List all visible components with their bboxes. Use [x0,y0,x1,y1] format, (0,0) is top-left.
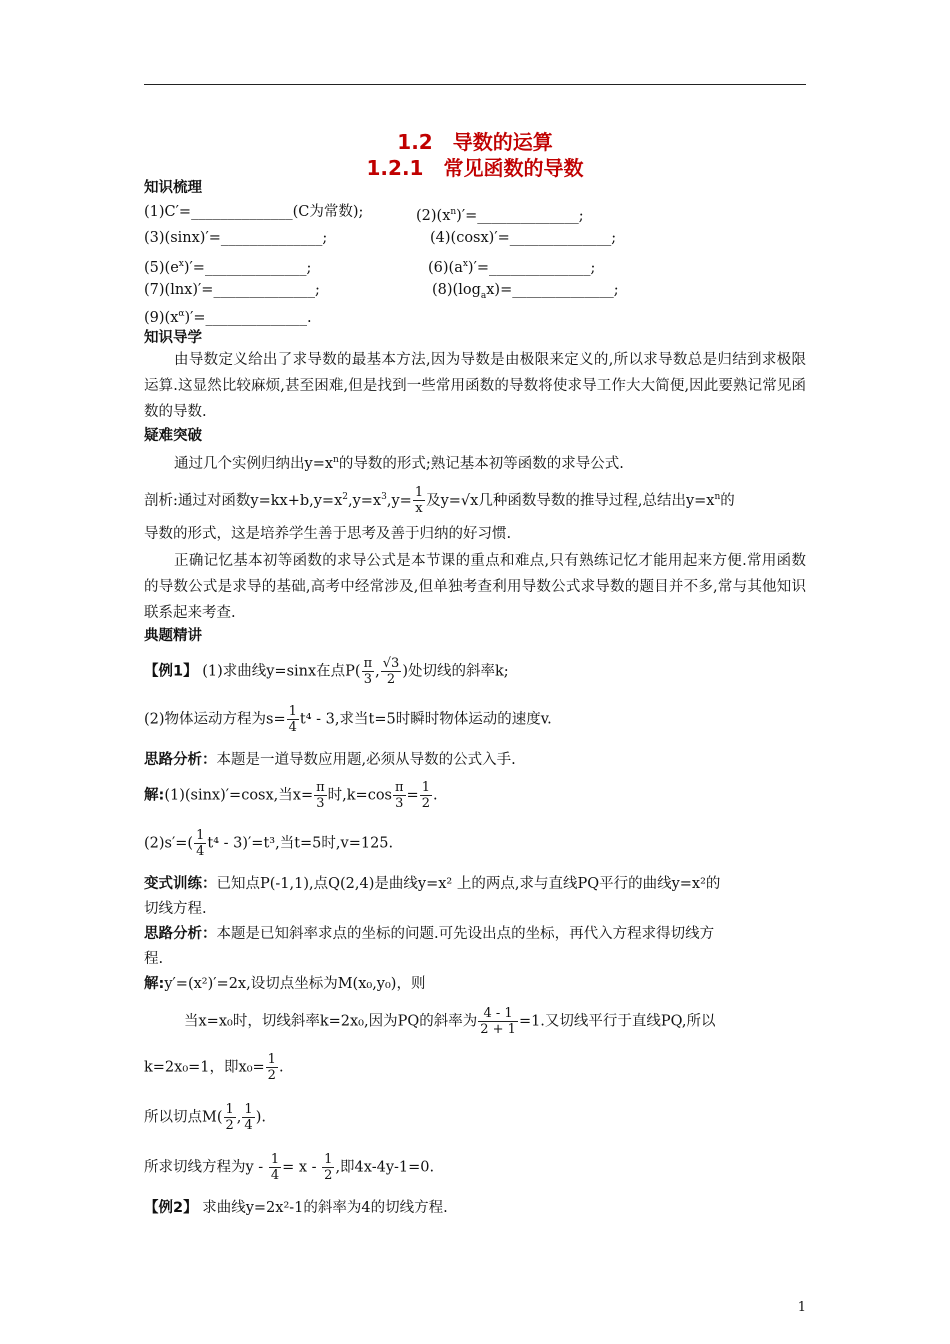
fraction-one-over-x: $\frac{1}{x}$ [414,485,424,517]
header-rule [144,84,806,85]
formula-1: (1)C′=______________(C为常数); [144,204,364,220]
heading-knowledge-summary: 知识梳理 [144,180,202,196]
formula-6: $(6)(a^x)'=\_\_\_\_\_\_\_\_\_\_\_\_\_\_$; [428,259,596,276]
heading-difficulty: 疑难突破 [144,428,202,444]
example-1-question-2: (2)物体运动方程为s= $\frac{1}{4}$ t⁴ - 3,求当t=5时瞬时物体运动的速度v. [144,704,552,735]
example-1-analysis: 思路分析：本题是一道导数应用题,必须从导数的公式入手. [144,752,516,768]
variant-solution-4: 所以切点M( $\frac{1}{2}$ , $\frac{1}{4}$ ). [144,1102,266,1133]
formula-8: $(8)(\log_ax)=\_\_\_\_\_\_\_\_\_\_\_\_\_\_$; [432,282,619,301]
subsection-title: 1.2.1 常见函数的导数 [366,156,584,180]
example-2: 【例2】 求曲线y=2x²-1的斜率为4的切线方程. [144,1200,448,1216]
variant-solution-5: 所求切线方程为y - $\frac{1}{4}$ = x - $\frac{1}{2}$ ,即4x-4y-1=0. [144,1152,435,1183]
variant-training-2: 切线方程. [144,901,207,917]
paragraph-analysis-2: 导数的形式，这是培养学生善于思考及善于归纳的好习惯. [144,526,512,542]
paragraph-difficulty-3: 正确记忆基本初等函数的求导公式是本节课的重点和难点,只有熟练记忆才能用起来方便.常用函数的导数公式是求导的基础,高考中经常涉及,但单独考查利用导数公式求导数的题目并不多,常与其他知识联系起来考查. [144,553,806,621]
example-1-solution-1: 解:(1)(sinx)′=cosx,当x= $\frac{\pi}{3}$ 时,k=cos $\frac{\pi}{3}$ = $\frac{1}{2}$ . [144,780,438,811]
formula-row-2 [144,228,617,248]
example-1-solution-2: (2)s′=( $\frac{1}{4}$ t⁴ - 3)′=t³,当t=5时,v=125. [144,828,394,859]
formula-7: (7)(lnx)′=______________; [144,282,320,298]
paragraph-analysis: 剖析:通过对函数$y=kx+b,y=x^2,y=x^3,y=$ $\frac{1}{x}$ 及y=√x几种函数导数的推导过程,总结出$y=x^n$的 [144,485,735,517]
formula-row-4 [144,280,619,301]
formula-3: (3)(sinx)′=______________; [144,230,328,246]
formula-row-5 [144,304,312,328]
variant-solution-3: k=2x₀=1，即x₀= $\frac{1}{2}$ . [144,1052,284,1083]
variant-solution-2: 当x=x₀时，切线斜率k=2x₀,因为PQ的斜率为 $\frac{4 - 1}{2 + 1}$ =1.又切线平行于直线PQ,所以 [184,1006,716,1037]
variant-analysis: 思路分析：本题是已知斜率求点的坐标的问题.可先设出点的坐标，再代入方程求得切线方 [144,926,715,942]
example-1-question-1: 【例1】 (1)求曲线y=sinx在点P( $\frac{\pi}{3}$ , $\frac{√3}{2}$ )处切线的斜率k; [144,656,509,687]
variant-analysis-2: 程. [144,951,164,967]
formula-row-1 [144,202,584,224]
formula-9: $(9)(x^\alpha)'=\_\_\_\_\_\_\_\_\_\_\_\_\_\_$. [144,309,312,326]
formula-row-3 [144,254,596,278]
paragraph-guide: 由导数定义给出了求导数的最基本方法,因为导数是由极限来定义的,所以求导数总是归结到求极限运算.这显然比较麻烦,甚至困难,但是找到一些常用函数的导数将使求导工作大大简便,因此要熟记常见函数的导数. [144,352,806,420]
formula-5: $(5)(e^x)'=\_\_\_\_\_\_\_\_\_\_\_\_\_\_$; [144,259,312,276]
heading-knowledge-guide: 知识导学 [144,330,202,346]
heading-examples: 典题精讲 [144,628,202,644]
formula-4: (4)(cosx)′=______________; [430,230,617,246]
variant-training: 变式训练：已知点P(-1,1),点Q(2,4)是曲线y=x² 上的两点,求与直线PQ平行的曲线y=x²的 [144,876,721,892]
paragraph-difficulty-1: 通过几个实例归纳出$y=x^n$的导数的形式;熟记基本初等函数的求导公式. [174,455,624,472]
variant-solution-1: 解:y′=(x²)′=2x,设切点坐标为M(x₀,y₀)，则 [144,976,426,992]
formula-2: $(2)(x^n)'=\_\_\_\_\_\_\_\_\_\_\_\_\_\_$; [416,207,584,224]
section-title: 1.2 导数的运算 [397,130,553,154]
page-number: 1 [797,1300,806,1315]
